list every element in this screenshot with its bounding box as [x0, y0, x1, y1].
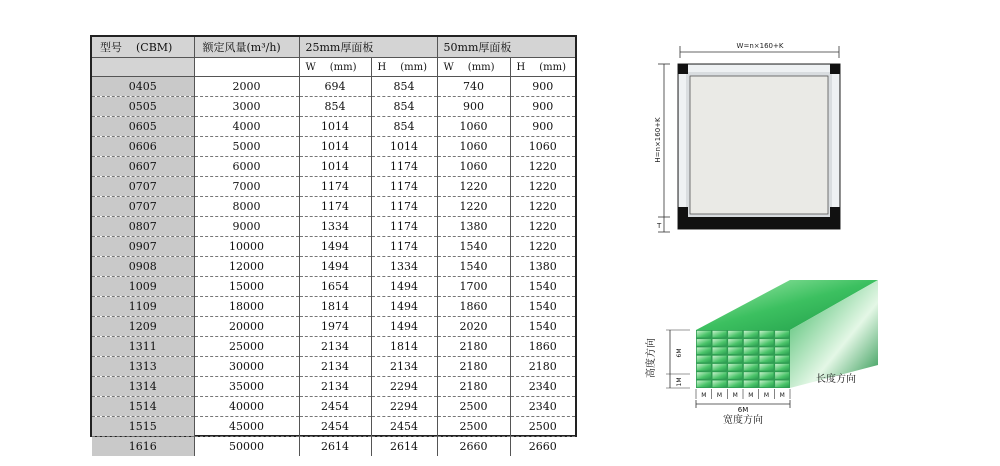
table-row [92, 137, 575, 157]
cell-model: 1109 [92, 297, 194, 317]
cell-h25: 854 [371, 97, 437, 117]
cell-w25: 1334 [299, 217, 371, 237]
cell-h25: 1174 [371, 157, 437, 177]
cell-model: 0607 [92, 157, 194, 177]
cell-w50: 1540 [437, 237, 510, 257]
cell-h50: 900 [510, 77, 575, 97]
header-blank-airflow [194, 58, 299, 77]
frame-dimension-diagram [646, 34, 858, 246]
cell-w25: 2134 [299, 337, 371, 357]
block-cell [697, 331, 711, 338]
block-cell [713, 372, 727, 379]
group-25mm-header: 25mm厚面板 [299, 37, 437, 58]
block-cell [728, 331, 742, 338]
cell-h50: 2340 [510, 377, 575, 397]
cell-model: 1515 [92, 417, 194, 437]
cell-w50: 1220 [437, 197, 510, 217]
thickness-label: T [657, 222, 662, 230]
h50-header: H (mm) [510, 58, 575, 77]
cell-h50: 1540 [510, 277, 575, 297]
corner-top-right [830, 64, 840, 74]
cell-h25: 1494 [371, 277, 437, 297]
cell-w25: 2614 [299, 437, 371, 457]
table-row [92, 197, 575, 217]
cell-model: 1311 [92, 337, 194, 357]
cell-h50: 2660 [528, 440, 557, 453]
block-cell [744, 331, 758, 338]
cell-model: 0707 [92, 197, 194, 217]
cell-w50: 900 [437, 97, 510, 117]
model-header-label: 型号 [100, 41, 122, 54]
block-cell [697, 339, 711, 346]
cell-w50: 1060 [437, 157, 510, 177]
cell-w50: 2500 [437, 417, 510, 437]
table-row [92, 437, 575, 457]
block-cell [713, 364, 727, 371]
header-row-2 [92, 58, 575, 77]
block-cell [697, 356, 711, 363]
block-cell [775, 364, 789, 371]
block-cell [728, 356, 742, 363]
cell-h25: 1334 [371, 257, 437, 277]
cell-w50: 740 [437, 77, 510, 97]
group-50mm-header: 50mm厚面板 [437, 37, 575, 58]
cell-h50: 2340 [510, 397, 575, 417]
cell-w25: 854 [299, 97, 371, 117]
cell-h25: 1174 [371, 177, 437, 197]
width-unit-label: M [748, 392, 754, 399]
cell-h50: 1540 [510, 317, 575, 337]
cell-h50: 1220 [510, 177, 575, 197]
cell-airflow: 18000 [194, 297, 299, 317]
block-cell [697, 381, 711, 388]
header-row-1 [92, 37, 575, 58]
cell-w25: 2134 [299, 377, 371, 397]
width-unit-label: M [763, 392, 770, 399]
block-cell [775, 331, 789, 338]
cell-h50: 1220 [510, 157, 575, 177]
table-row [92, 277, 575, 297]
cell-w50: 1060 [437, 117, 510, 137]
width-formula: W=n×160+K [736, 42, 784, 50]
cell-w50: 2500 [437, 397, 510, 417]
cell-w50: 2180 [437, 357, 510, 377]
cell-h50: 1220 [510, 217, 575, 237]
cell-w25: 1654 [299, 277, 371, 297]
corner-bottom-right [830, 207, 840, 219]
w25-header: W (mm) [299, 58, 371, 77]
cell-h25: 1494 [371, 297, 437, 317]
cell-w25: 1814 [299, 297, 371, 317]
block-cell [760, 364, 774, 371]
width-unit-ticks [696, 389, 790, 399]
cell-h25: 854 [371, 77, 437, 97]
w50-header: W (mm) [437, 58, 510, 77]
cell-airflow: 2000 [194, 77, 299, 97]
cell-w50: 2180 [437, 337, 510, 357]
block-cell [744, 356, 758, 363]
block-cell [744, 364, 758, 371]
cell-model: 0606 [92, 137, 194, 157]
cell-h25: 2294 [371, 397, 437, 417]
table-row [92, 317, 575, 337]
table-row [92, 97, 575, 117]
table-row [92, 337, 575, 357]
cell-airflow: 10000 [194, 237, 299, 257]
table-row [92, 417, 575, 437]
table-row [92, 217, 575, 237]
cell-airflow: 25000 [194, 337, 299, 357]
width-module-label: 6M [737, 406, 749, 414]
cell-w25: 1494 [299, 257, 371, 277]
cell-w50: 2020 [437, 317, 510, 337]
table-row [92, 357, 575, 377]
cell-h25: 854 [371, 117, 437, 137]
spec-table-grid [92, 37, 575, 456]
cell-h50: 2180 [510, 357, 575, 377]
cell-airflow: 3000 [194, 97, 299, 117]
cell-model: 0405 [92, 77, 194, 97]
cell-w50: 1380 [437, 217, 510, 237]
cell-h25: 1014 [371, 137, 437, 157]
header-blank [92, 58, 194, 77]
cell-h50: 1380 [510, 257, 575, 277]
table-row [92, 237, 575, 257]
cell-airflow: 12000 [194, 257, 299, 277]
cell-w50: 1220 [437, 177, 510, 197]
cell-model: 0505 [92, 97, 194, 117]
cell-w25: 2454 [299, 397, 371, 417]
cell-h25: 2454 [371, 417, 437, 437]
block-cell [744, 381, 758, 388]
cell-airflow: 45000 [194, 417, 299, 437]
table-row [92, 117, 575, 137]
table-row [92, 77, 575, 97]
block-cell [728, 381, 742, 388]
block-cell [760, 339, 774, 346]
cell-h50: 1540 [510, 297, 575, 317]
cell-h50: 1220 [510, 237, 575, 257]
block-cell [775, 356, 789, 363]
cell-airflow: 20000 [194, 317, 299, 337]
cell-airflow: 6000 [194, 157, 299, 177]
cell-model: 1009 [92, 277, 194, 297]
block-cell [775, 339, 789, 346]
cell-airflow: 35000 [194, 377, 299, 397]
module-block-diagram [640, 270, 910, 440]
length-direction-label: 长度方向 [816, 374, 856, 385]
cell-h25: 1174 [371, 197, 437, 217]
spec-table [90, 35, 577, 453]
block-cell [760, 356, 774, 363]
cell-w25: 1014 [299, 137, 371, 157]
table-row [92, 257, 575, 277]
frame-panel [690, 76, 828, 214]
block-cell [713, 381, 727, 388]
block-cell [775, 372, 789, 379]
cell-h50: 900 [510, 97, 575, 117]
corner-top-left [678, 64, 688, 74]
cell-w50: 1060 [437, 137, 510, 157]
block-cell [760, 372, 774, 379]
block-cell [744, 339, 758, 346]
cell-w25: 1494 [299, 237, 371, 257]
cell-airflow: 30000 [194, 357, 299, 377]
cell-h25: 2614 [371, 437, 437, 457]
cell-w50: 2180 [437, 377, 510, 397]
cell-airflow: 4000 [194, 117, 299, 137]
block-cell [760, 347, 774, 354]
cell-h25: 1174 [371, 237, 437, 257]
block-cell [775, 381, 789, 388]
cell-model: 1313 [92, 357, 194, 377]
cell-w50: 1860 [437, 297, 510, 317]
cell-model: 0707 [92, 177, 194, 197]
cell-model: 0908 [92, 257, 194, 277]
block-cell [744, 347, 758, 354]
cell-w25: 2134 [299, 357, 371, 377]
cell-h50: 2500 [510, 417, 575, 437]
block-cell [775, 347, 789, 354]
block-cell [728, 339, 742, 346]
cell-w50: 1700 [437, 277, 510, 297]
table-row [92, 177, 575, 197]
block-cell [713, 331, 727, 338]
cell-model: 0605 [92, 117, 194, 137]
cell-h50: 1860 [510, 337, 575, 357]
table-row [92, 397, 575, 417]
cell-model: 1514 [92, 397, 194, 417]
width-unit-label: M [701, 392, 707, 399]
block-cell [713, 347, 727, 354]
cell-model: 0907 [92, 237, 194, 257]
cell-h25: 1494 [371, 317, 437, 337]
block-cell [760, 331, 774, 338]
cell-airflow: 50000 [194, 437, 299, 457]
block-cell [713, 356, 727, 363]
block-cell [697, 372, 711, 379]
cell-h50: 1060 [510, 137, 575, 157]
cell-w25: 2454 [299, 417, 371, 437]
airflow-header: 额定风量(m³/h) [194, 37, 299, 58]
table-row [92, 297, 575, 317]
cell-w25: 1174 [299, 197, 371, 217]
cell-model: 1616 [92, 437, 194, 457]
cell-airflow: 5000 [194, 137, 299, 157]
block-cell [760, 381, 774, 388]
width-unit-label: M [716, 392, 723, 399]
cell-model: 0807 [92, 217, 194, 237]
model-unit-label: (CBM) [136, 41, 173, 54]
height-direction-label: 高度方向 [646, 338, 657, 378]
cell-airflow: 15000 [194, 277, 299, 297]
height-module-label: 6M [676, 348, 683, 358]
model-header [92, 37, 194, 58]
cell-w25: 1174 [299, 177, 371, 197]
cell-airflow: 8000 [194, 197, 299, 217]
table-row [92, 377, 575, 397]
block-cell [728, 347, 742, 354]
block-cell [744, 372, 758, 379]
cell-w25: 1974 [299, 317, 371, 337]
cell-w25: 1014 [299, 157, 371, 177]
width-unit-label: M [732, 392, 738, 399]
cell-airflow: 40000 [194, 397, 299, 417]
cell-h25: 2134 [371, 357, 437, 377]
cell-h50: 1220 [510, 197, 575, 217]
height-unit-label: 1M [676, 377, 683, 387]
block-cell [697, 347, 711, 354]
corner-bottom-left [678, 207, 688, 219]
block-cell [728, 372, 742, 379]
cell-model: 1314 [92, 377, 194, 397]
cell-w50: 2660 [437, 437, 510, 457]
width-direction-label: 宽度方向 [723, 415, 763, 426]
h25-header: H (mm) [371, 58, 437, 77]
block-cell [713, 339, 727, 346]
cell-h25: 1174 [371, 217, 437, 237]
width-unit-label: M [779, 392, 785, 399]
block-cell [728, 364, 742, 371]
cell-airflow: 7000 [194, 177, 299, 197]
table-row [92, 157, 575, 177]
frame-bottom-bar [678, 217, 840, 229]
cell-w25: 694 [299, 77, 371, 97]
cell-airflow: 9000 [194, 217, 299, 237]
block-cell [697, 364, 711, 371]
cell-w50: 1540 [437, 257, 510, 277]
cell-h25: 1814 [371, 337, 437, 357]
cell-model: 1209 [92, 317, 194, 337]
cell-h50: 900 [510, 117, 575, 137]
cell-w25: 1014 [299, 117, 371, 137]
height-formula: H=n×160+K [654, 117, 662, 163]
cell-h25: 2294 [371, 377, 437, 397]
